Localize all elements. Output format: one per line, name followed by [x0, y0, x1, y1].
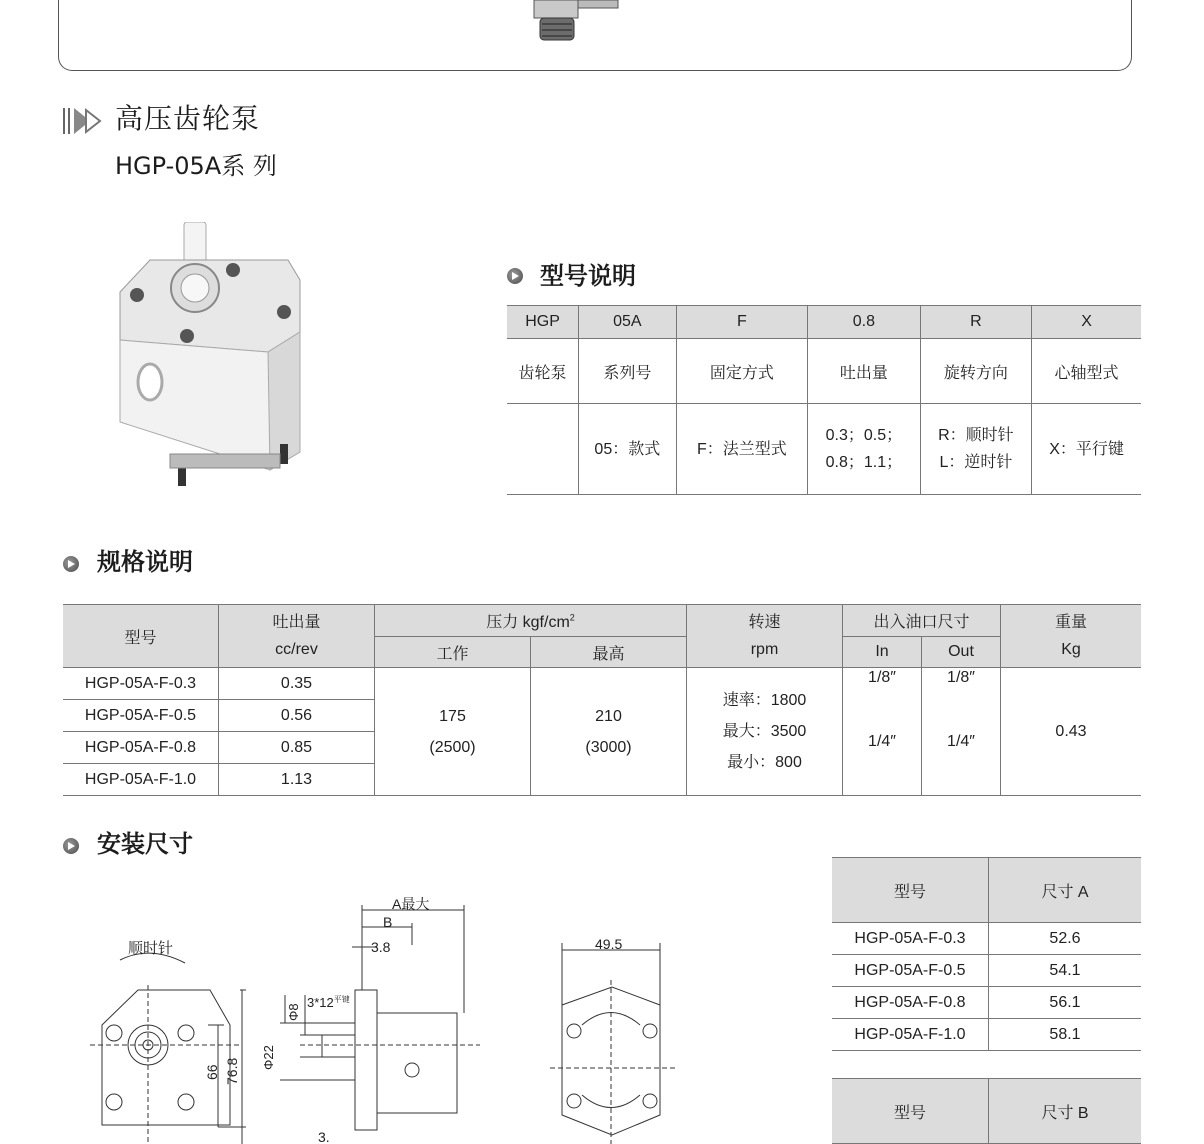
model-section-title: 型号说明	[540, 262, 636, 290]
header-max: 最高	[531, 637, 687, 668]
install-drawing	[90, 895, 680, 1144]
speed-values: 速率：1800 最大：3500 最小：800	[687, 668, 843, 796]
option-cell: 05：款式	[579, 404, 677, 495]
name-cell: 旋转方向	[920, 339, 1031, 404]
row-model: HGP-05A-F-1.0	[63, 764, 219, 796]
work-pressure: 175 (2500)	[375, 668, 531, 796]
size-a-model: HGP-05A-F-0.5	[832, 955, 989, 987]
rotation-label: 顺时针	[128, 940, 174, 957]
name-cell: 固定方式	[676, 339, 807, 404]
code-cell: HGP	[507, 306, 579, 339]
row-flow: 1.13	[219, 764, 375, 796]
install-section-title: 安装尺寸	[97, 830, 193, 858]
row-model: HGP-05A-F-0.3	[63, 668, 219, 700]
model-code-table	[507, 305, 1141, 495]
code-cell: 0.8	[808, 306, 921, 339]
size-a-header-value: 尺寸 A	[989, 858, 1142, 923]
series-subtitle: HGP-05A系 列	[115, 152, 277, 180]
header-flow: 吐出量 cc/rev	[219, 605, 375, 668]
name-cell: 齿轮泵	[507, 339, 579, 404]
option-line: L：逆时针	[939, 454, 1013, 471]
code-cell: F	[676, 306, 807, 339]
name-cell: 系列号	[579, 339, 677, 404]
code-cell: 05A	[579, 306, 677, 339]
header-weight: 重量 Kg	[1001, 605, 1142, 668]
dim-495-label: 49.5	[595, 936, 623, 952]
code-cell: X	[1032, 306, 1141, 339]
header-in: In	[843, 637, 922, 668]
dim-phi8-label: Φ8	[286, 1003, 301, 1021]
bullet-icon	[63, 556, 79, 572]
bullet-icon	[507, 268, 523, 284]
option-cell	[808, 404, 921, 495]
port-out: 1/4″	[922, 732, 1001, 796]
header-speed: 转速 rpm	[687, 605, 843, 668]
top-fitting-image	[520, 0, 620, 46]
code-cell: R	[920, 306, 1031, 339]
size-a-value: 56.1	[989, 987, 1142, 1019]
dim-768-label: 76.8	[224, 1057, 240, 1085]
option-line: 0.3；0.5；	[825, 427, 903, 444]
dim-b-label: B	[383, 914, 393, 930]
size-a-model: HGP-05A-F-0.3	[832, 923, 989, 955]
row-model: HGP-05A-F-0.8	[63, 732, 219, 764]
size-a-model: HGP-05A-F-1.0	[832, 1019, 989, 1051]
section-arrow-icon	[62, 104, 106, 138]
dim-a-label: A最大	[392, 896, 430, 912]
size-b-table	[832, 1078, 1141, 1144]
dim-66-label: 66	[204, 1064, 220, 1080]
row-flow: 0.85	[219, 732, 375, 764]
dim-3-label: 3.	[318, 1129, 330, 1144]
row-flow: 0.35	[219, 668, 375, 700]
gear-pump-image	[110, 222, 310, 494]
header-work: 工作	[375, 637, 531, 668]
option-line: 0.8；1.1；	[825, 454, 903, 471]
header-out: Out	[922, 637, 1001, 668]
weight-value: 0.43	[1001, 668, 1142, 796]
page-title: 高压齿轮泵	[115, 102, 261, 135]
size-a-value: 52.6	[989, 923, 1142, 955]
size-a-value: 54.1	[989, 955, 1142, 987]
header-pressure: 压力 kgf/$cm^2$	[375, 605, 687, 637]
dim-key-label: $3*12^{平键}$	[307, 995, 350, 1010]
spec-table	[63, 604, 1141, 796]
bullet-icon	[63, 838, 79, 854]
header-ports: 出入油口尺寸	[843, 605, 1001, 637]
size-a-table	[832, 857, 1141, 1051]
max-pressure: 210 (3000)	[531, 668, 687, 796]
size-b-header-model: 型号	[832, 1079, 989, 1144]
option-cell: F：法兰型式	[676, 404, 807, 495]
dim-phi22-label: Φ22	[261, 1045, 276, 1070]
row-flow: 0.56	[219, 700, 375, 732]
size-a-value: 58.1	[989, 1019, 1142, 1051]
option-cell	[920, 404, 1031, 495]
size-a-header-model: 型号	[832, 858, 989, 923]
row-model: HGP-05A-F-0.5	[63, 700, 219, 732]
size-a-model: HGP-05A-F-0.8	[832, 987, 989, 1019]
option-line: R：顺时针	[938, 427, 1014, 444]
dim-38-label: 3.8	[371, 939, 391, 955]
name-cell: 心轴型式	[1054, 364, 1119, 382]
header-model: 型号	[63, 605, 219, 668]
port-out: 1/8″	[922, 668, 1001, 732]
port-in: 1/4″	[843, 732, 922, 796]
port-in: 1/8″	[843, 668, 922, 732]
option-cell	[507, 404, 579, 495]
option-cell: X：平行键	[1032, 404, 1141, 495]
name-cell: 吐出量	[808, 339, 921, 404]
spec-section-title: 规格说明	[97, 548, 193, 576]
size-b-header-value: 尺寸 B	[989, 1079, 1142, 1144]
